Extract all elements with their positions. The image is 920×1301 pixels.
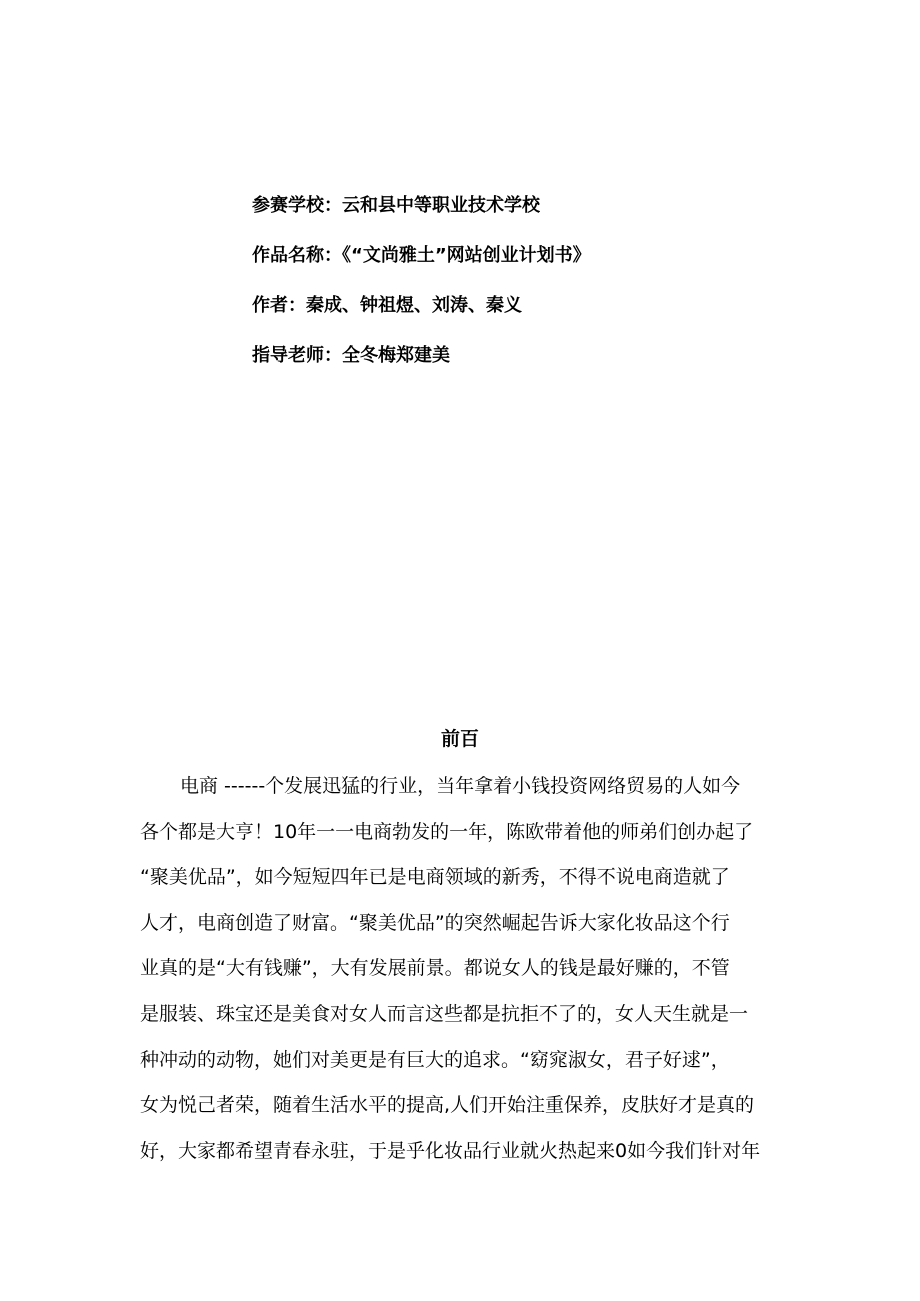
preface-line: 各个都是大亨！10年一一电商勃发的一年，陈欧带着他的师弟们创办起了 — [140, 820, 754, 843]
preface-line: 女为悦己者荣，随着生活水平的提高,人们开始注重保养，皮肤好才是真的 — [140, 1094, 755, 1117]
participating-school: 参赛学校：云和县中等职业技术学校 — [252, 195, 540, 216]
preface-line: 人才，电商创造了财富。“聚美优品”的突然崛起告诉大家化妆品这个行 — [140, 911, 730, 934]
preface-body — [140, 767, 790, 1177]
advisors: 指导老师：全冬梅郑建美 — [252, 345, 450, 366]
preface-heading: 前百 — [440, 728, 479, 750]
authors: 作者：秦成、钟祖煜、刘涛、秦义 — [252, 295, 522, 316]
preface-line: “聚美优品”，如今短短四年已是电商领域的新秀，不得不说电商造就了 — [140, 866, 730, 889]
preface-line: 是服装、珠宝还是美食对女人而言这些都是抗拒不了的，女人天生就是一 — [140, 1002, 749, 1025]
preface-line: 电商 ------个发展迅猛的行业，当年拿着小钱投资网络贸易的人如今 — [180, 775, 741, 797]
cover-info — [252, 188, 591, 388]
preface-line: 好，大家都希望青春永驻，于是乎化妆品行业就火热起来0如今我们针对年 — [140, 1139, 761, 1162]
work-title: 作品名称：《“文尚雅土”网站创业计划书》 — [252, 245, 591, 266]
preface-line: 种冲动的动物，她们对美更是有巨大的追求。“窈窕淑女，君子好逑”， — [140, 1048, 730, 1071]
preface-line: 业真的是“大有钱赚”，大有发展前景。都说女人的钱是最好赚的，不管 — [140, 957, 730, 980]
